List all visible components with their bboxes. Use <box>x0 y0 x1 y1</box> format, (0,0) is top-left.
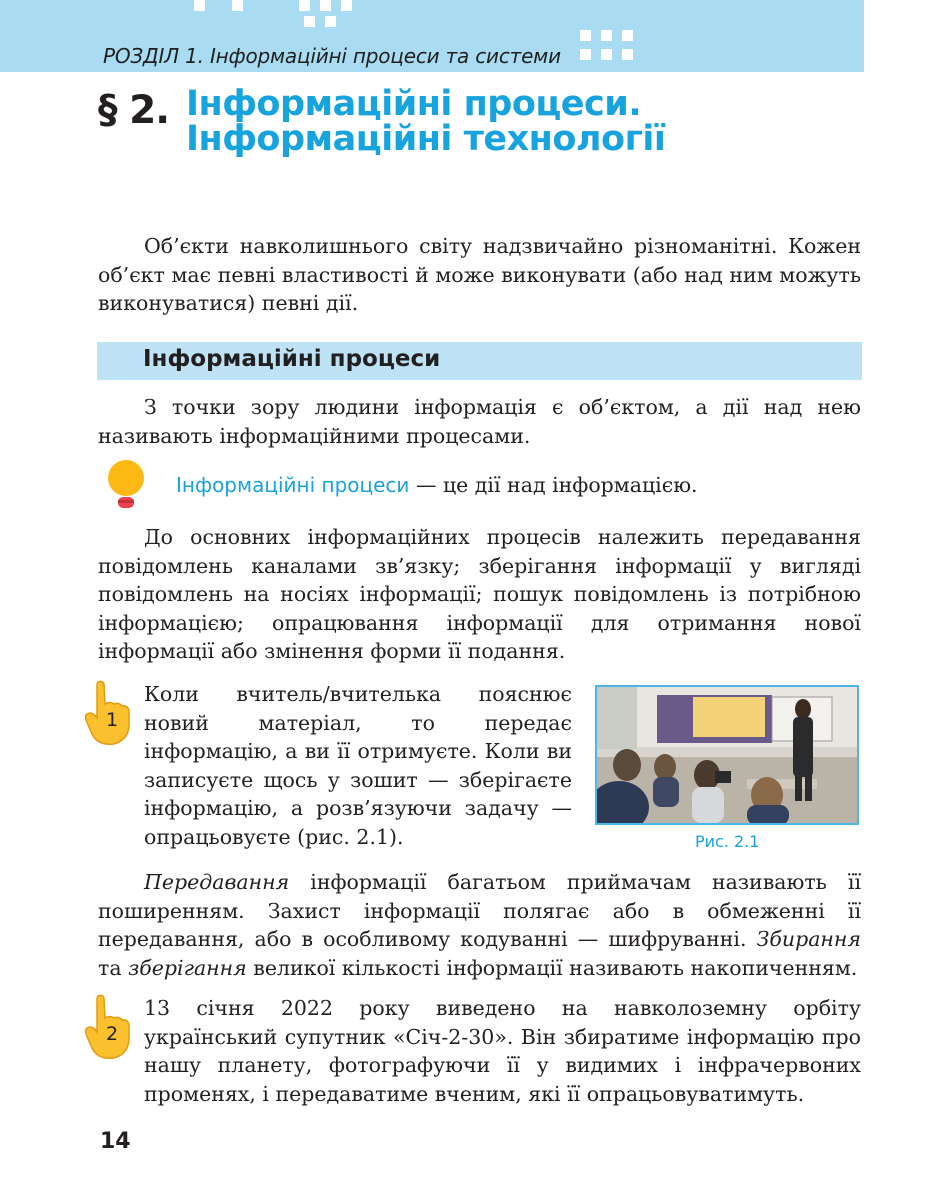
definition <box>176 473 698 497</box>
chapter-title: РОЗДІЛ 1. Інформаційні процеси та системи <box>103 44 561 68</box>
text-span: великої кількості інформації називають накопиченням. <box>246 955 858 980</box>
classroom-photo <box>595 685 859 825</box>
decor-square <box>299 0 310 11</box>
example-2-text: 13 січня 2022 року виведено на навколоземну орбіту український супутник «Січ-2-30». Він збиратиме інформацію про нашу планету, фотографуючи її у видимих і інфрачервоних променях, і передаватиме вченим, які її опрацьовуватимуть. <box>144 996 861 1106</box>
pointing-hand-icon <box>84 994 134 1060</box>
decor-square <box>304 16 315 27</box>
intro-paragraph: Об’єкти навколишнього світу надзвичайно різноманітні. Кожен об’єкт має певні властивості й може виконувати (або над ним можуть виконуватися) певні дії. <box>98 234 861 315</box>
decor-square <box>325 16 336 27</box>
definition-text: — це дії над інформацією. <box>409 473 698 497</box>
text-span: та <box>98 955 129 980</box>
definition-term: Інформаційні процеси <box>176 473 410 497</box>
italic-term: зберігання <box>128 955 247 980</box>
decor-square <box>194 0 205 11</box>
body-paragraph-3 <box>98 868 861 982</box>
decor-square <box>580 30 591 41</box>
subheading-band <box>97 342 862 380</box>
body-paragraph-1: З точки зору людини інформація є об’єктом, а дії над нею називають інформаційними процесами. <box>98 395 861 448</box>
subheading: Інформаційні процеси <box>143 346 441 372</box>
decor-square <box>320 0 331 11</box>
figure-caption: Рис. 2.1 <box>695 832 760 851</box>
example-number: 1 <box>105 709 119 731</box>
paragraph-title: Інформаційні процеси. Інформаційні технології <box>186 84 666 159</box>
page-number: 14 <box>100 1129 131 1154</box>
decor-square <box>580 49 591 60</box>
decor-square <box>622 49 633 60</box>
decor-square <box>341 0 352 11</box>
decor-square <box>601 30 612 41</box>
text-span: інформації багатьом приймачам називають її поширенням. Захист інформації полягає або в обмеженні її передавання, або в особливому кодуванні — шифруванні. <box>98 870 861 951</box>
pointing-hand-icon <box>84 680 134 746</box>
italic-term: Передавання <box>144 870 290 894</box>
example-1-text: Коли вчитель/вчителька пояснює новий матеріал, то передає інформацію, а ви її отримуєте. Коли ви записуєте щось у зошит — зберігаєте інформацію, а розв’язуючи задачу — опрацьовуєте (рис. 2.1). <box>144 682 572 849</box>
decor-square <box>232 0 243 11</box>
example-number: 2 <box>105 1023 119 1045</box>
lightbulb-icon <box>106 459 146 513</box>
body-paragraph-2: До основних інформаційних процесів належить передавання повідомлень каналами зв’язку; зберігання інформації у вигляді повідомлень на носіях інформації; пошук повідомлень із потрібною інформацією; опрацювання інформації для отримання нової інформації або змінення форми її подання. <box>98 525 861 663</box>
italic-term: Збирання <box>756 927 861 951</box>
decor-square <box>622 30 633 41</box>
paragraph-number: § 2. <box>98 88 170 133</box>
decor-square <box>601 49 612 60</box>
